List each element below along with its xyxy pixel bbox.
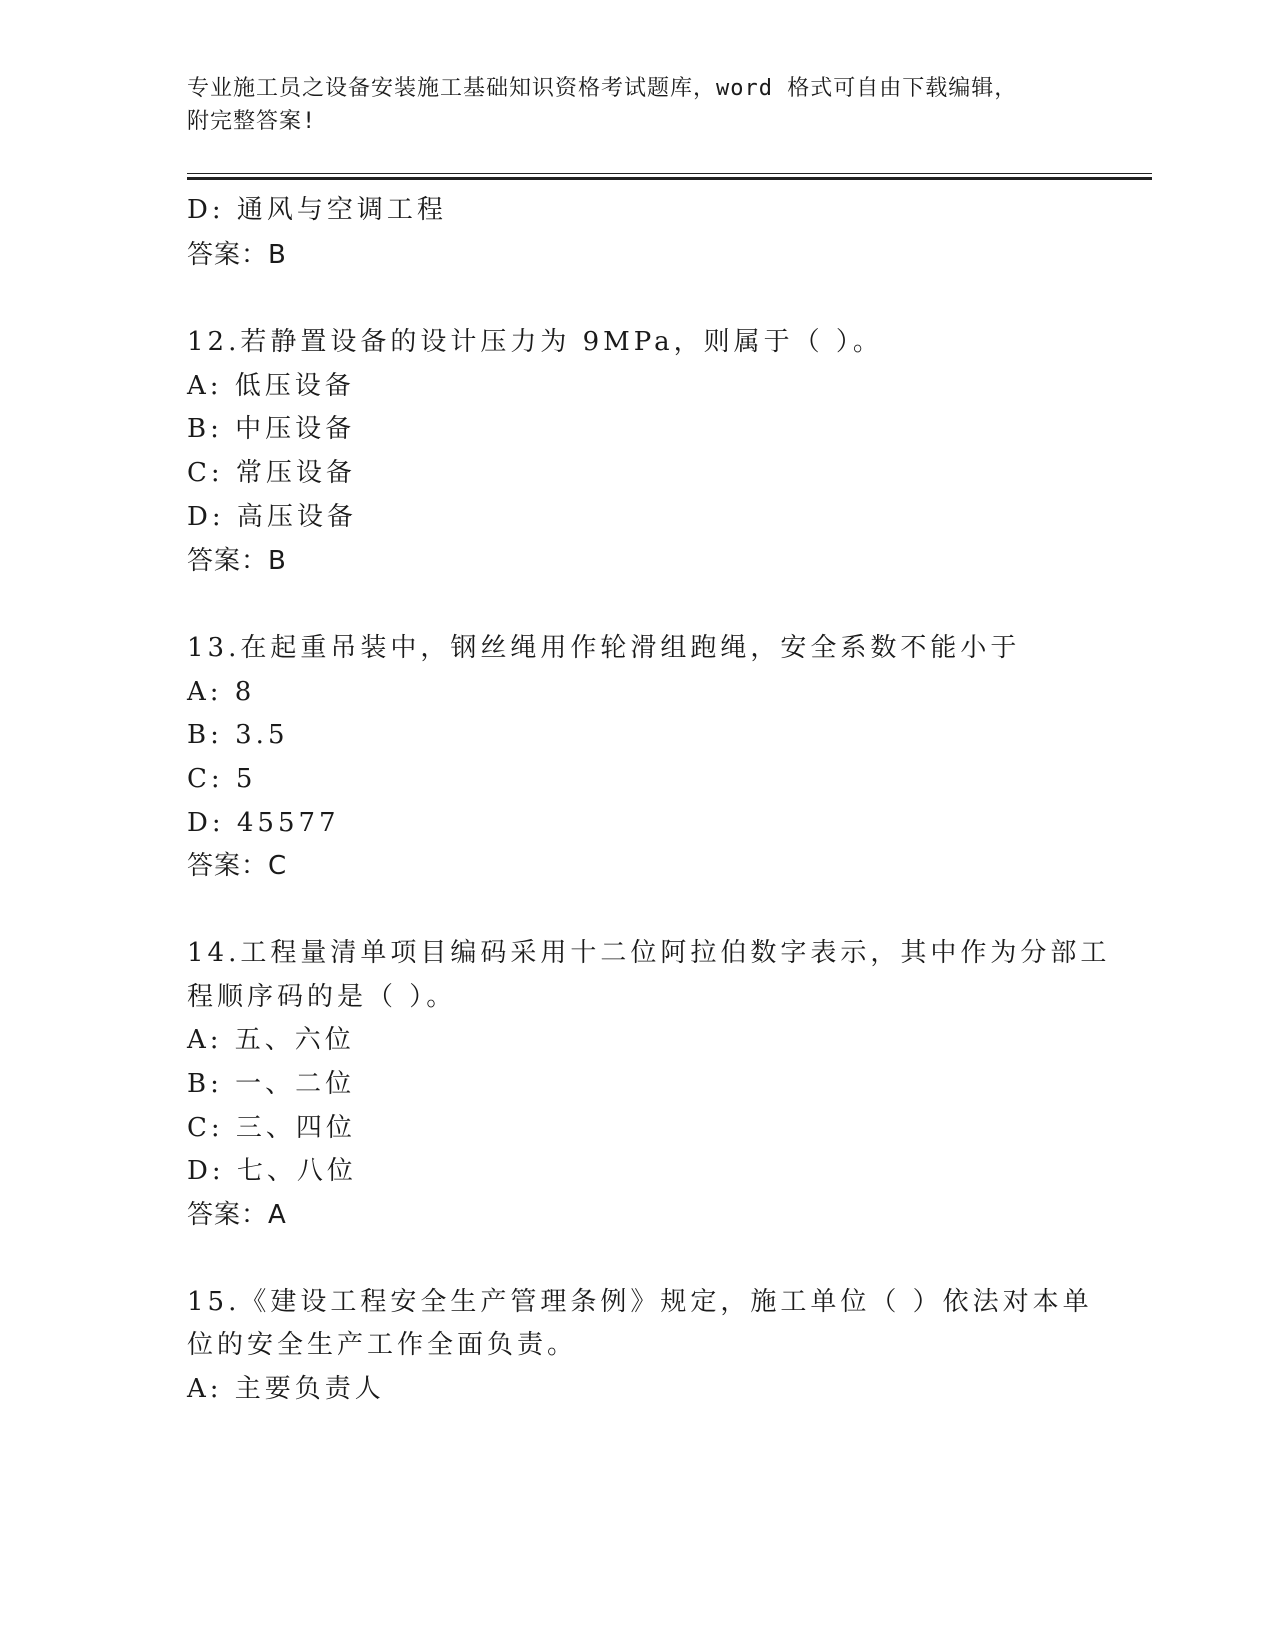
q12-option-a: A: 低压设备 bbox=[187, 371, 355, 401]
q15-option-a: A: 主要负责人 bbox=[187, 1374, 385, 1404]
answer-value: C bbox=[268, 851, 288, 881]
q12-answer bbox=[187, 544, 287, 578]
q13-answer bbox=[187, 849, 287, 883]
q13-option-d: D: 45577 bbox=[187, 808, 340, 838]
q15-stem-line-2: 位的安全生产工作全面负责。 bbox=[187, 1330, 578, 1360]
q13-stem: 13.在起重吊装中，钢丝绳用作轮滑组跑绳，安全系数不能小于 bbox=[187, 633, 1021, 663]
q12-option-b: B: 中压设备 bbox=[187, 414, 356, 444]
header-line-1: 专业施工员之设备安装施工基础知识资格考试题库，word 格式可自由下载编辑， bbox=[187, 76, 1018, 101]
answer-value: A bbox=[268, 1200, 287, 1230]
header-line-2: 附完整答案! bbox=[187, 109, 317, 134]
q13-option-a: A: 8 bbox=[187, 677, 256, 707]
header-divider-thick bbox=[187, 177, 1152, 180]
answer-label: 答案： bbox=[187, 1200, 269, 1230]
q11-option-d: D: 通风与空调工程 bbox=[187, 195, 447, 225]
q15-stem-line-1: 15.《建设工程安全生产管理条例》规定，施工单位（ ）依法对本单 bbox=[187, 1287, 1093, 1317]
q14-option-a: A: 五、六位 bbox=[187, 1025, 355, 1055]
answer-label: 答案： bbox=[187, 546, 269, 576]
q14-option-b: B: 一、二位 bbox=[187, 1069, 356, 1099]
header-divider-thin bbox=[187, 173, 1152, 174]
q12-option-c: C: 常压设备 bbox=[187, 458, 356, 488]
q14-option-c: C: 三、四位 bbox=[187, 1113, 356, 1143]
q12-stem: 12.若静置设备的设计压力为 9MPa，则属于（ ）。 bbox=[187, 327, 883, 357]
answer-label: 答案： bbox=[187, 851, 269, 881]
q14-option-d: D: 七、八位 bbox=[187, 1156, 357, 1186]
answer-value: B bbox=[268, 240, 287, 270]
q11-answer bbox=[187, 238, 287, 272]
q14-stem-line-1: 14.工程量清单项目编码采用十二位阿拉伯数字表示，其中作为分部工 bbox=[187, 938, 1111, 968]
q14-answer bbox=[187, 1198, 287, 1232]
q12-option-d: D: 高压设备 bbox=[187, 502, 357, 532]
q13-option-b: B: 3.5 bbox=[187, 720, 289, 750]
q14-stem-line-2: 程顺序码的是（ ）。 bbox=[187, 982, 457, 1012]
answer-label: 答案： bbox=[187, 240, 269, 270]
answer-value: B bbox=[268, 546, 287, 576]
document-header bbox=[187, 72, 1087, 138]
q13-option-c: C: 5 bbox=[187, 764, 257, 794]
